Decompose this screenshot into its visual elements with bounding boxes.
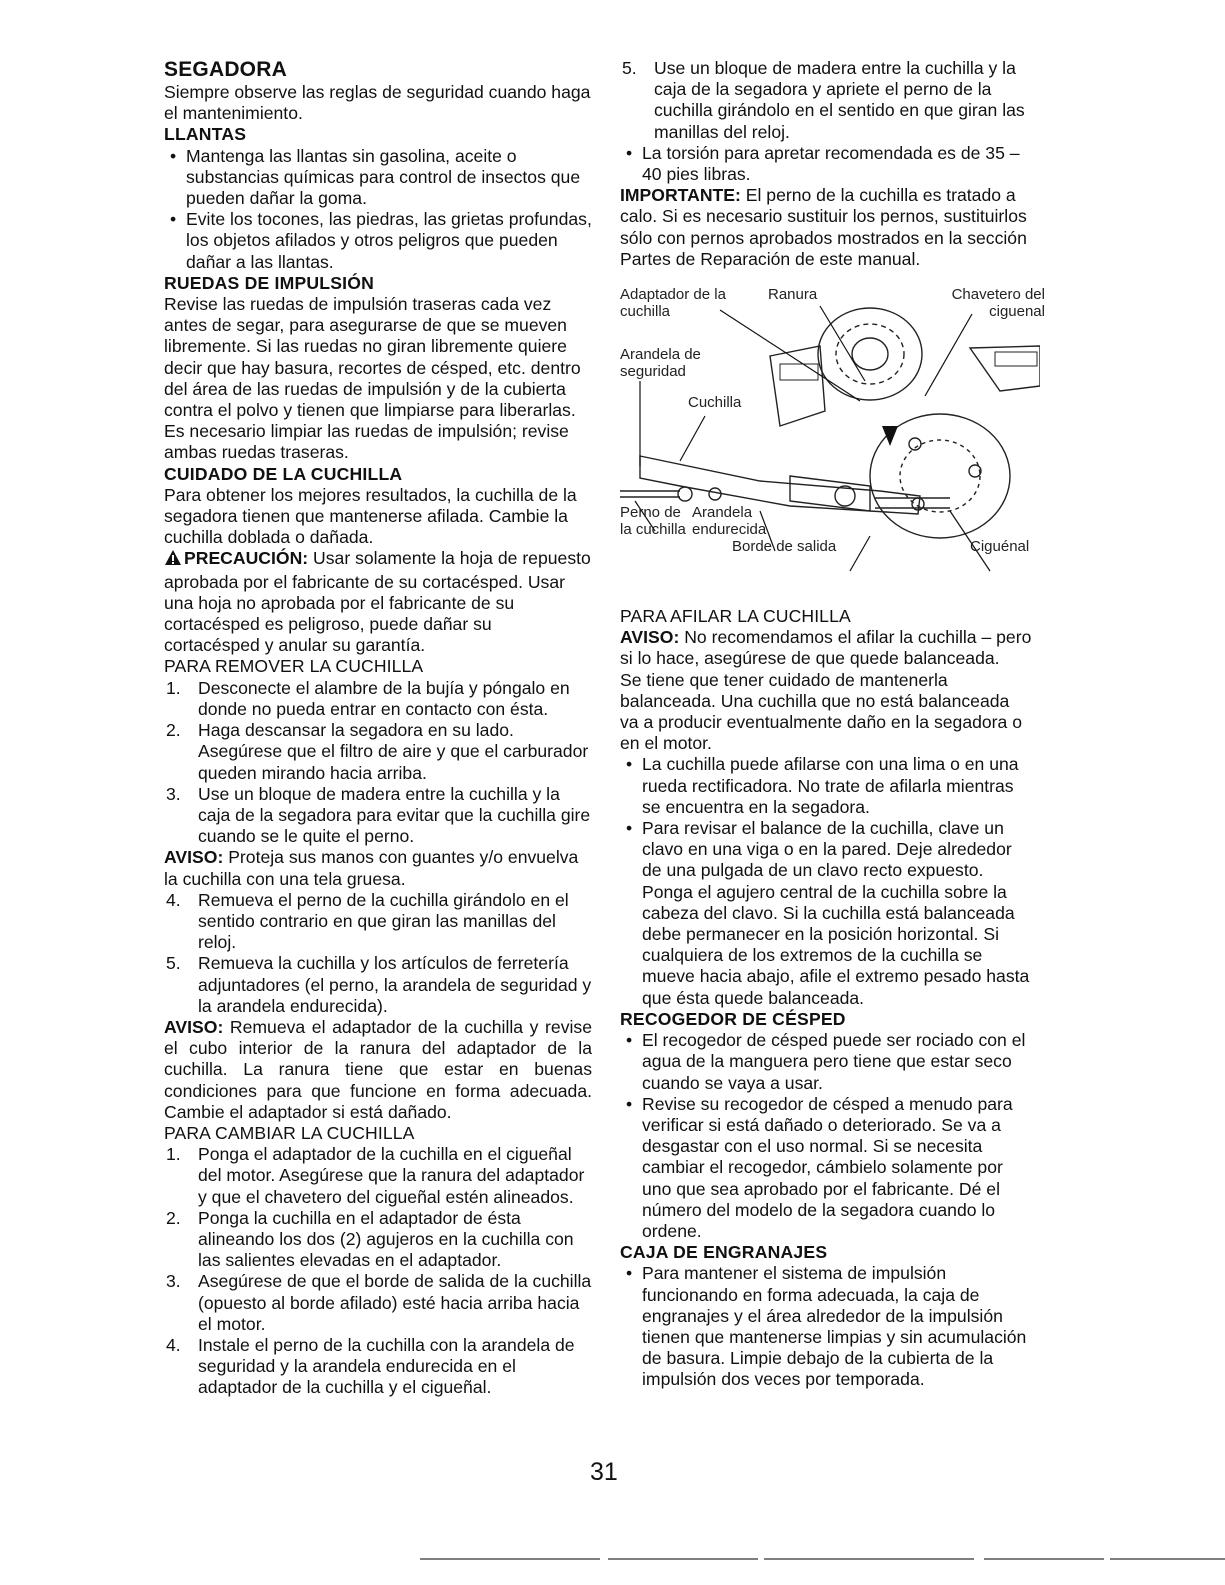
list-item: 5. Use un bloque de madera entre la cuchilla y la caja de la segadora y apriete el perno de la cuchilla girándolo en el sentido en que giran las manillas del reloj. xyxy=(622,58,1025,142)
list-item: • La torsión para apretar recomendada es de 35 – 40 pies libras. xyxy=(626,142,1020,185)
list-item: 3. Use un bloque de madera entre la cuchilla y la caja de la segadora para evitar que la cuchilla gire cuando se le quite el perno. xyxy=(166,783,591,847)
gearbox-heading: CAJA DE ENGRANAJES xyxy=(620,1242,828,1263)
list-item: 4. Remueva el perno de la cuchilla girándolo en el sentido contrario en que giran las manillas del reloj. xyxy=(166,889,569,953)
label-lock-washer: Arandela de seguridad xyxy=(620,346,701,381)
label-crankshaft-keyway: Chavetero del ciguenal xyxy=(951,286,1045,321)
blade-care-text: Para obtener los mejores resultados, la cuchilla de la segadora tienen que mantenerse afilada. Cambie la cuchilla doblada o dañada. xyxy=(164,484,577,548)
keyway-marker xyxy=(882,426,898,446)
drive-wheels-text: Revise las ruedas de impulsión traseras cada vez antes de segar, para asegurarse de que se mueven libremente. Si las ruedas no giran libremente quiere decir que hay basura, recortes de césped, etc. dentro del área de las ruedas de impulsión y de la cubierta contra el polvo y tienen que limpiarse para liberarlas. xyxy=(164,294,581,421)
list-item: • Mantenga las llantas sin gasolina, aceite o substancias químicas para control de insectos que pueden dañar la goma. xyxy=(170,145,581,209)
scan-bottom-edge xyxy=(0,1558,1225,1560)
label-blade-adapter: Adaptador de la cuchilla xyxy=(620,286,726,321)
list-item: • Evite los tocones, las piedras, las grietas profundas, los objetos afilados y otros peligros que pueden dañar a las llantas. xyxy=(170,209,592,272)
sharpen-blade-heading: PARA AFILAR LA CUCHILLA xyxy=(620,606,851,627)
list-item: • El recogedor de césped puede ser rociado con el agua de la manguera pero tiene que estar seco cuando se vaya a usar. xyxy=(626,1030,1026,1093)
list-item: 4. Instale el perno de la cuchilla con la arandela de seguridad y la arandela endurecida en el adaptador de la cuchilla y el cigueñal. xyxy=(166,1334,575,1398)
drive-wheels-text-2: Es necesario limpiar las ruedas de impulsión; revise ambas ruedas traseras. xyxy=(164,421,569,463)
list-item: 1. Desconecte el alambre de la bujía y póngalo en donde no pueda entrar en contacto con ésta. xyxy=(166,677,570,719)
label-blade-bolt: Perno de la cuchilla xyxy=(620,504,686,539)
notice-sharpen: AVISO: No recomendamos el afilar la cuchilla – pero si lo hace, asegúrese de que quede balanceada. xyxy=(620,627,1032,669)
section-title: SEGADORA xyxy=(164,58,287,81)
blade-care-heading: CUIDADO DE LA CUCHILLA xyxy=(164,463,403,484)
label-blade: Cuchilla xyxy=(688,394,742,412)
list-item: • La cuchilla puede afilarse con una lima o en una rueda rectificadora. No trate de afilarla mientras se encuentra en la segadora. xyxy=(626,754,1019,817)
label-crankshaft: Ciguénal xyxy=(970,538,1030,556)
list-item: 2. Haga descansar la segadora en su lado. Asegúrese que el filtro de aire y que el carburador queden mirando hacia arriba. xyxy=(166,720,589,783)
list-item: 2. Ponga la cuchilla en el adaptador de ésta alineando los dos (2) agujeros en la cuchilla con las salientes elevadas en el adaptador. xyxy=(166,1207,574,1271)
right-column xyxy=(620,58,1045,1391)
list-item: • Para mantener el sistema de impulsión funcionando en forma adecuada, la caja de engranajes y el área alrededor de la impulsión tienen que mantenerse limpias y sin acumulación de basura. Limpie debajo de la cubierta de la impulsión dos veces por temporada. xyxy=(626,1263,1027,1390)
left-column xyxy=(164,58,592,1399)
page-number: 31 xyxy=(590,1458,618,1486)
list-item: 3. Asegúrese de que el borde de salida de la cuchilla (opuesto al borde afilado) esté hacia arriba hacia el motor. xyxy=(166,1271,592,1334)
warning-triangle-icon xyxy=(164,549,182,571)
change-blade-heading: PARA CAMBIAR LA CUCHILLA xyxy=(164,1122,415,1143)
grass-catcher-heading: RECOGEDOR DE CÉSPED xyxy=(620,1008,846,1029)
caution-notice: PRECAUCIÓN: Usar solamente la hoja de repuesto aprobada por el fabricante de su cortacésped. Usar una hoja no aprobada por el fabricante de su cortacésped es peligroso, puede dañar su cortacésped y anular su garantía. xyxy=(164,548,591,656)
list-item: 1. Ponga el adaptador de la cuchilla en el cigueñal del motor. Asegúrese que la ranura del adaptador y que el chavetero del cigueñal estén alineados. xyxy=(166,1144,585,1207)
intro-text: Siempre observe las reglas de seguridad cuando haga el mantenimiento. xyxy=(164,82,591,124)
list-item: • Para revisar el balance de la cuchilla, clave un clavo en una viga o en la pared. Deje alrededor de una pulgada de un clavo recto expuesto. Ponga el agujero central de la cuchilla sobre la cabeza del clavo. Si la cuchilla está balanceada debe permanecer en la posición horizontal. Si cualquiera de los extremos de la cuchilla se mueve hacia abajo, afile el extremo pesado hasta que ésta quede balanceada. xyxy=(626,818,1030,1008)
label-hardened-washer: Arandela endurecida xyxy=(692,504,767,539)
important-notice: IMPORTANTE: El perno de la cuchilla es tratado a calo. Si es necesario sustituir los pernos, sustituirlos sólo con pernos aprobados mostrados en la sección Partes de Reparación de este manual. xyxy=(620,185,1027,269)
list-item: 5. Remueva la cuchilla y los artículos de ferretería adjuntadores (el perno, la arandela de seguridad y la arandela endurecida). xyxy=(166,953,592,1016)
list-item: • Revise su recogedor de césped a menudo para verificar si está dañado o deteriorado. Se va a desgastar con el uso normal. Si se necesita cambiar el recogedor, cámbielo solamente por uno que sea aprobado por el fabricante. Dé el número del modelo de la segadora cuando lo ordene. xyxy=(626,1093,1013,1241)
sharpen-text: Se tiene que tener cuidado de mantenerla balanceada. Una cuchilla que no está balanceada va a producir eventualmente daño en la segadora o en el motor. xyxy=(620,669,1023,754)
label-trailing-edge: Borde de salida xyxy=(732,538,837,556)
notice-adapter: AVISO: Remueva el adaptador de la cuchilla y revise el cubo interior de la ranura del adaptador de la cuchilla. La ranura tiene que estar en buenas condiciones para que funcione en forma adecuada. Cambie el adaptador si está dañado. xyxy=(164,1016,592,1122)
label-slot: Ranura xyxy=(768,286,818,304)
drive-wheels-heading: RUEDAS DE IMPULSIÓN xyxy=(164,272,375,293)
notice-gloves: AVISO: Proteja sus manos con guantes y/o envuelva la cuchilla con una tela gruesa. xyxy=(164,847,579,889)
remove-blade-heading: PARA REMOVER LA CUCHILLA xyxy=(164,656,424,677)
blade-assembly-diagram xyxy=(620,286,1045,576)
tire-shape xyxy=(818,308,922,400)
tires-heading: LLANTAS xyxy=(164,124,247,145)
